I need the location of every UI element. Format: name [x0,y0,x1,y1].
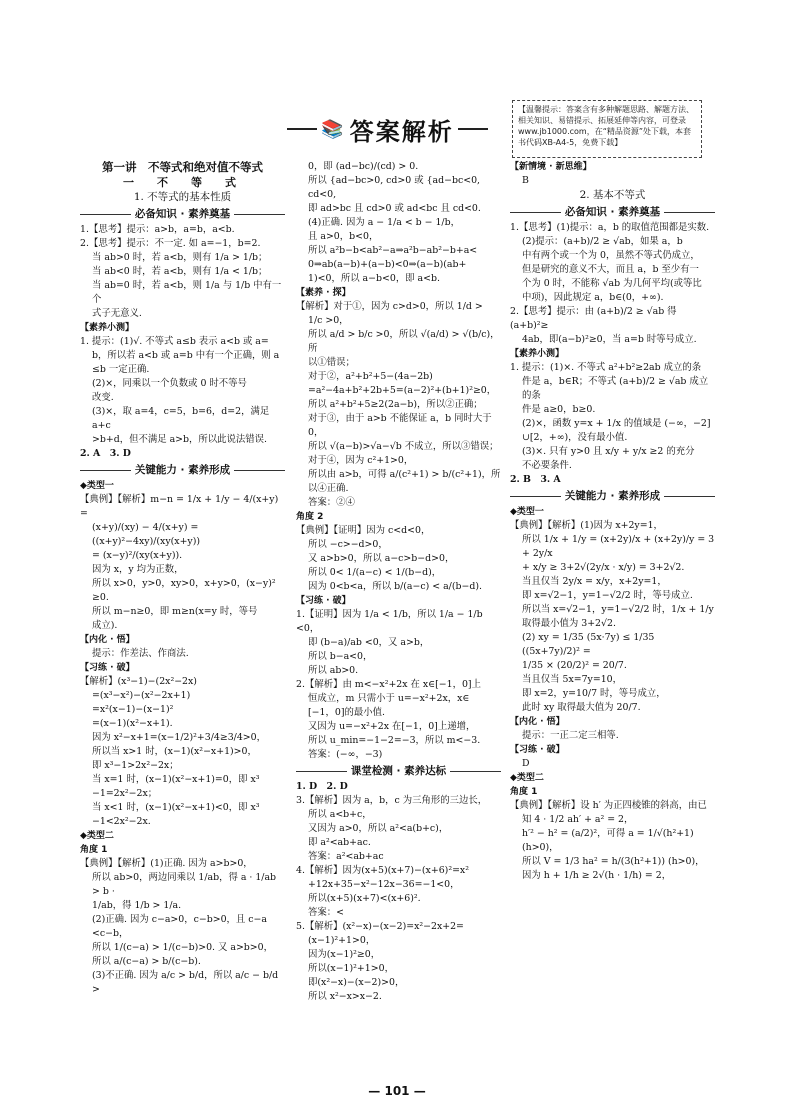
text-line: 【典例】【解析】(1)因为 x+2y=1， [510,520,663,531]
section-banner: 课堂检测 · 素养达标 [296,764,501,778]
text-line: (2)正确. 因为 c−a>0，c−b>0，且 c−a [92,914,267,925]
text-line: 【典例】【解析】m−n = 1/x + 1/y − 4/(x+y) = [80,494,279,519]
text-line: −1<2x²−2x. [92,816,151,827]
text-line: 【内化 · 悟】 [510,717,565,727]
column-3 [510,160,715,883]
text-line: 3.【解析】因为 a，b，c 为三角形的三边长， [296,795,488,806]
text-line: 所以 1/x + 1/y = (x+2y)/x + (x+2y)/y = 3 + 2y/x [522,534,715,559]
section-banner: 必备知识 · 素养奠基 [510,205,715,219]
download-notice-box: 【温馨提示：答案含有多种解题思路、解题方法、相关知识、易错提示、拓展延伸等内容，可登录www.jb1000.com，在“精品资源”处下载，本套书代码XB-A4-5，免费下载】 [512,100,702,158]
text-line: 1/35 × (20/2)² = 20/7. [522,660,627,671]
text-line: 个为 0 时，不能称 √ab 为几何平均(或等比 [522,278,702,289]
text-line: 即(x²−x)−(x−2)>0， [308,977,405,988]
text-line: 即 x=2，y=10/7 时，等号成立， [522,688,666,699]
text-line: 所以 a²b−b<ab²−a⇒a²b−ab²−b+a< [308,245,478,256]
text-line: 改变. [92,392,114,403]
text-line: 中有两个或一个为 0，虽然不等式仍成立， [522,250,700,261]
text-line: 所以 x>0，y>0，xy>0，x+y>0，(x−y)² [92,578,276,589]
section-banner: 关键能力 · 素养形成 [510,489,715,503]
text-line: (2)×，同乘以一个负数或 0 时不等号 [92,378,247,389]
text-line: 所以 b−a<0， [308,651,373,662]
text-line: 知 4 · 1/2 ah′ + a² = 2， [522,814,634,825]
text-line: 【解析】(x³−1)−(2x²−2x) [80,676,197,687]
text-line: B [522,175,529,186]
text-line: 【新情境 · 新思维】 [510,162,592,172]
text-line: 当 ab>0 时，若 a<b，则有 1/a > 1/b； [92,252,268,263]
text-line: 角度 1 [510,787,538,797]
text-line: 因为 x，y 均为正数， [92,564,184,575]
text-line: 因为 x²−x+1=(x−1/2)²+3/4≥3/4>0， [92,732,266,743]
text-line: D [522,758,530,769]
text-line: 所以 a²+b²+5≥2(2a−b)，所以②正确； [308,399,483,410]
text-line: 即 a²<ab+ac. [308,837,371,848]
text-line: ◆类型一 [80,481,114,491]
section-banner: 关键能力 · 素养形成 [80,463,285,477]
text-line: 所以由 a>b，可得 a/(c²+1) > b/(c²+1)，所以④正确. [308,469,501,494]
text-line: 所以 ab>0，两边同乘以 1/ab，得 a · 1/ab > b · [92,872,277,897]
text-line: 1. D 2. D [296,781,348,792]
text-line: 角度 2 [296,512,324,522]
text-line: =(x−1)(x²−x+1). [92,718,173,729]
text-line: 因为 0<b<a，所以 b/(a−c) < a/(b−d). [308,581,482,592]
text-line: 【素养 · 探】 [296,288,351,298]
lesson-heading: 第一讲 不等式和绝对值不等式 [102,160,263,174]
text-line: 所以 a/d > b/c >0，所以 √(a/d) > √(b/c)，所 [308,329,500,354]
text-line: 因为(x−1)²≥0， [308,949,381,960]
text-line: 当且仅当 2y/x = x/y，x+2y=1， [522,576,667,587]
text-line: 又因为 u=−x²+2x 在[−1，0]上递增， [308,721,476,732]
text-line: 所以 √(a−b)>√a−√b 不成立，所以③错误； [308,441,499,452]
page-number: — 101 — [368,1084,426,1098]
text-line: 所以当 x>1 时，(x−1)(x²−x+1)>0， [92,746,257,757]
text-line: (3)不正确. 因为 a/c > b/d，所以 a/c − b/d > [92,970,279,995]
title-left-rule [287,128,317,130]
text-line: ◆类型二 [80,831,114,841]
column-1 [80,160,285,997]
text-line: 1.【思考】(1)提示：a，b 的取值范围都是实数. [510,222,710,233]
text-line: 【素养小测】 [510,349,565,359]
text-line: 1. 提示：(1)√. 不等式 a≤b 表示 a<b 或 a= [80,336,269,347]
text-line: 答案：(−∞，−3) [308,749,383,760]
text-line: 1.【证明】因为 1/a < 1/b，所以 1/a − 1/b <0， [296,609,483,634]
text-line: (2) xy = 1/35 (5x·7y) ≤ 1/35 ((5x+7y)/2)² = [522,632,655,657]
text-line: (2)提示：(a+b)/2 ≥ √ab，如果 a，b [522,236,683,247]
text-line: 所以 1/(c−a) > 1/(c−b)>0. 又 a>b>0， [92,942,274,953]
text-line: 【典例】【证明】因为 c<d<0， [296,525,431,536]
text-line: ≤b 一定正确. [92,364,150,375]
text-line: +12x+35−x²−12x−36=−1<0， [308,879,460,890]
text-line: =(x³−x²)−(x²−2x+1) [92,690,191,701]
text-line: 所以 u_min=−1−2=−3，所以 m<−3. [308,735,481,746]
text-line: 2. A 3. D [80,448,131,459]
text-line: 5.【解析】(x²−x)−(x−2)=x²−2x+2= [296,921,464,932]
text-line: 【典例】【解析】设 h′ 为正四棱锥的斜高，由已 [510,800,707,811]
text-line: 件是 a≥0，b≥0. [522,404,596,415]
text-line: 1.【思考】提示：a>b，a=b，a<b. [80,224,235,235]
text-line: 答案：< [308,907,344,918]
text-line: 提示：作差法、作商法. [92,648,189,659]
text-line: 【素养小测】 [80,323,135,333]
text-line: 1/c >0， [308,315,349,326]
text-line: 即 ad>bc 且 cd>0 或 ad<bc 且 cd<0. [308,203,481,214]
text-line: =a²−4a+b²+2b+5=(a−2)²+(b+1)²≥0， [308,385,497,396]
page-title: 答案解析 [349,117,454,146]
text-line: 4.【解析】因为(x+5)(x+7)−(x+6)²=x² [296,865,469,876]
text-line: 当 x=1 时，(x−1)(x²−x+1)=0，即 x³ [92,774,260,785]
text-line: 所以 V = 1/3 ha² = h/(3(h²+1)) (h>0)， [522,856,705,867]
column-2 [296,160,501,1004]
text-line: >b+d，但不满足 a>b，所以此说法错误. [92,434,267,445]
text-line: 0，即 (ad−bc)/(cd) > 0. [308,161,419,172]
text-line: ◆类型一 [510,507,544,517]
text-line: (4)正确. 因为 a − 1/a < b − 1/b， [308,217,460,228]
text-line: 【解析】对于①，因为 c>d>0，所以 1/d > [296,301,483,312]
text-line: 且 a>0，b<0， [308,231,379,242]
text-line: 所以 0< 1/(a−c) < 1/(b−d)， [308,567,442,578]
book-icon: 📚 [321,118,344,140]
text-line: 因为 h + 1/h ≥ 2√(h · 1/h) = 2， [522,870,672,881]
text-line: h′² − h² = (a/2)²，可得 a = 1/√(h²+1) (h>0)， [522,828,694,853]
text-line: 【内化 · 悟】 [80,635,135,645]
text-line: 此时 xy 取得最大值为 20/7. [522,702,641,713]
text-line: 0⇒ab(a−b)+(a−b)<0⇒(a−b)(ab+ [308,259,467,270]
text-line: 1)<0，所以 a−b<0，即 a<b. [308,273,440,284]
text-line: −1=2x²−2x； [92,788,158,799]
text-line: 恒成立，m 只需小于 u=−x²+2x，x∈ [308,693,470,704]
text-line: 所以 a/(c−a) > b/(c−b). [92,956,201,967]
text-line: 件是 a，b∈R；不等式 (a+b)/2 ≥ √ab 成立的条 [522,376,709,401]
text-line: ◆类型二 [510,773,544,783]
text-line: 当 x<1 时，(x−1)(x²−x+1)<0，即 x³ [92,802,260,813]
text-line: (x+y)/(xy) − 4/(x+y) = ((x+y)²−4xy)/(xy(x+y)) [92,522,201,547]
text-line: (3)×. 只有 y>0 且 x/y + y/x ≥2 的充分 [522,446,695,457]
text-line: 2.【思考】提示：不一定. 如 a=−1，b=2. [80,238,261,249]
text-line: 2.【思考】提示：由 (a+b)/2 ≥ √ab 得 (a+b)²≥ [510,306,677,331]
text-line: 当且仅当 5x=7y=10， [522,674,623,685]
text-line: 又因为 a>0，所以 a²<a(b+c)， [308,823,449,834]
text-line: 当 ab<0 时，若 a<b，则有 1/a < 1/b； [92,266,268,277]
text-line: 不必要条件. [522,460,572,471]
chapter-heading: 一 不 等 式 [123,176,242,189]
text-line: 即 x³−1>2x²−2x； [92,760,179,771]
text-line: 所以 {ad−bc>0, cd>0 或 {ad−bc<0, cd<0, [308,175,481,200]
text-line: 答案：②④ [308,497,355,508]
text-line: 【习练 · 破】 [296,596,351,606]
text-line: (x−1)²+1>0， [308,935,376,946]
text-line: 2.【解析】由 m<−x²+2x 在 x∈[−1，0]上 [296,679,481,690]
section-heading: 2. 基本不等式 [579,189,646,201]
text-line: 对于②，a²+b²+5−(4a−2b) [308,371,433,382]
text-line: 2. B 3. A [510,474,561,485]
text-line: 即 x=√2−1，y=1−√2/2 时，等号成立. [522,590,693,601]
text-line: 即 (b−a)/ab <0，又 a>b， [308,637,430,648]
text-line: 当 ab=0 时，若 a<b，则 1/a 与 1/b 中有一个 [92,280,282,305]
text-line: 对于④，因为 c²+1>0， [308,455,414,466]
text-line: (3)×，取 a=4，c=5，b=6，d=2，满足 a+c [92,406,270,431]
page-title-banner [295,112,480,146]
text-line: 中项)，因此规定 a，b∈(0，+∞). [522,292,664,303]
text-line: 所以(x−1)²+1>0， [308,963,394,974]
text-line: (2)×，函数 y=x + 1/x 的值域是 (−∞，−2] [522,418,711,429]
text-line: + x/y ≥ 3+2√(2y/x · x/y) = 3+2√2. [522,562,685,573]
text-line: 所以 ab>0. [308,665,359,676]
text-line: 4ab，即(a−b)²≥0，当 a=b 时等号成立. [522,334,697,345]
text-line: 式子无意义. [92,308,142,319]
text-line: 对于③，由于 a>b 不能保证 a，b 同时大于 0， [308,413,492,438]
text-line: 1. 提示：(1)×. 不等式 a²+b²≥2ab 成立的条 [510,362,702,373]
text-line: 所以 x²−x>x−2. [308,991,382,1002]
title-right-rule [458,128,488,130]
text-line: ∪[2，+∞)，没有最小值. [522,432,628,443]
text-line: 所以 a<b+c， [308,809,372,820]
text-line: 答案：a²<ab+ac [308,851,384,862]
text-line: 取得最小值为 3+2√2. [522,618,616,629]
text-line: 所以 −c>−d>0， [308,539,388,550]
text-line: =x²(x−1)−(x−1)² [92,704,174,715]
text-line: 【习练 · 破】 [80,663,135,673]
text-line: b，所以若 a<b 或 a=b 中有一个正确，则 a [92,350,280,361]
text-line: 【典例】【解析】(1)正确. 因为 a>b>0， [80,858,253,869]
text-line: 角度 1 [80,845,108,855]
text-line: [−1，0]的最小值. [308,707,385,718]
text-line: 提示：一正二定三相等. [522,730,619,741]
text-line: ≥0. [92,592,109,603]
text-line: 成立). [92,620,118,631]
text-line: 又 a>b>0，所以 a−c>b−d>0， [308,553,455,564]
text-line: 所以(x+5)(x+7)<(x+6)². [308,893,421,904]
text-line: <c−b， [92,928,129,939]
text-line: 所以 m−n≥0，即 m≥n(x=y 时，等号 [92,606,258,617]
text-line: 但是研究的意义不大，而且 a，b 至少有一 [522,264,699,275]
text-line: = (x−y)²/(xy(x+y)). [92,550,183,561]
text-line: 【习练 · 破】 [510,745,565,755]
section-banner: 必备知识 · 素养奠基 [80,207,285,221]
text-line: 所以当 x=√2−1，y=1−√2/2 时，1/x + 1/y [522,604,714,615]
section-heading: 1. 不等式的基本性质 [133,191,232,203]
text-line: 以①错误； [308,357,355,368]
text-line: 1/ab，得 1/b > 1/a. [92,900,182,911]
